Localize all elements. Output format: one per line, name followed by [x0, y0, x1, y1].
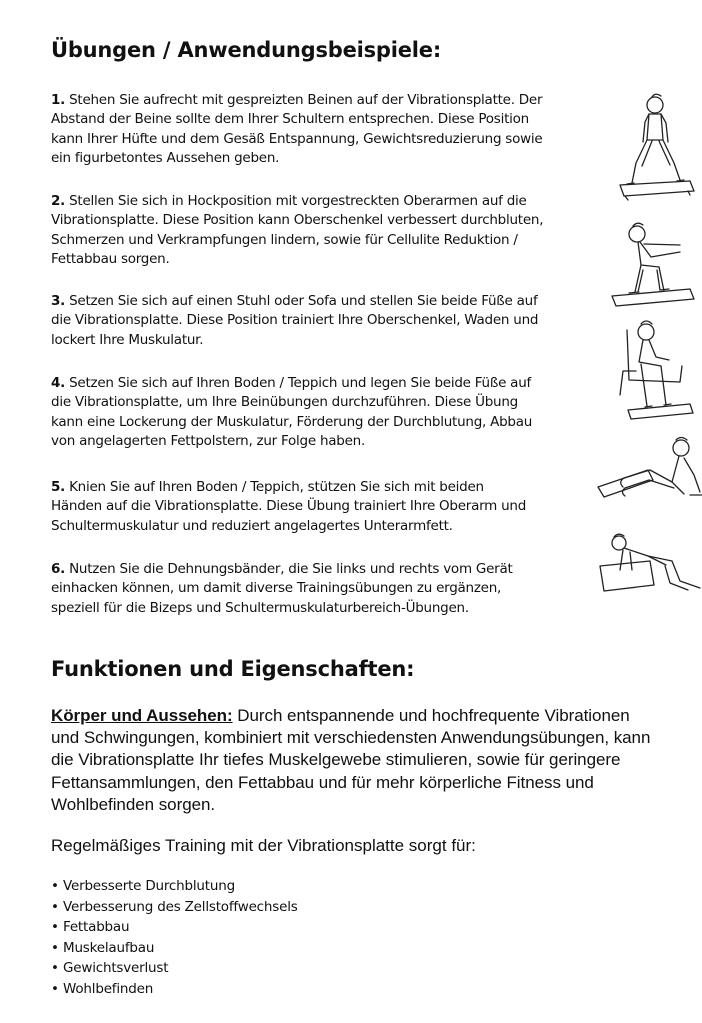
exercise-step-4: [51, 374, 621, 451]
step-text-line: Knien Sie auf Ihren Boden / Teppich, stützen Sie sich mit beiden: [69, 479, 484, 495]
bullet: •: [51, 960, 59, 976]
step-number: 1.: [51, 92, 66, 108]
paragraph-line: Wohlbefinden sorgen.: [51, 794, 216, 814]
step-text-line: Stellen Sie sich in Hockposition mit vorgestreckten Oberarmen auf die: [69, 193, 527, 209]
paragraph-line: Durch entspannende und hochfrequente Vibrationen: [232, 706, 630, 725]
bullet: •: [51, 919, 59, 935]
exercise-step-2: [51, 192, 621, 269]
list-item-text: Verbesserte Durchblutung: [63, 878, 235, 894]
list-item: [51, 897, 298, 918]
list-item: [51, 979, 298, 1000]
step-text-line: Schmerzen und Verkrampfungen lindern, sowie für Cellulite Reduktion /: [51, 231, 518, 248]
list-item-text: Verbesserung des Zellstoffwechsels: [63, 898, 298, 915]
list-item: [51, 876, 298, 897]
step-text-line: von angelagerten Fettpolstern, zur Folge haben.: [51, 432, 366, 449]
step-number: 6.: [51, 561, 66, 577]
step-text-line: kann Ihrer Hüfte und dem Gesäß Entspannung, Gewichtsreduzierung sowie: [51, 130, 543, 147]
list-item-text: Muskelaufbau: [63, 939, 155, 956]
step-text-line: Händen auf die Vibrationsplatte. Diese Übung trainiert Ihre Oberarm und: [51, 498, 527, 515]
step-text-line: ein figurbetontes Aussehen geben.: [51, 149, 280, 166]
step-number: 5.: [51, 479, 66, 495]
step-text-line: Stehen Sie aufrecht mit gespreizten Beinen auf der Vibrationsplatte. Der: [69, 92, 543, 108]
step-number: 2.: [51, 193, 66, 209]
bullet: •: [51, 939, 59, 956]
step-number: 4.: [51, 375, 66, 391]
step-text-line: Fettabbau sorgen.: [51, 250, 170, 267]
exercise-step-1: [51, 91, 621, 168]
step-text-line: Nutzen Sie die Dehnungsbänder, die Sie links und rechts vom Gerät: [69, 561, 513, 577]
paragraph-line: Fettansammlungen, den Fettabbau und für mehr körperliche Fitness und: [51, 772, 594, 792]
paragraph-line: und Schwingungen, kombiniert mit verschiedensten Anwendungsübungen, kann: [51, 728, 651, 748]
list-item-text: Fettabbau: [63, 919, 130, 935]
list-item-text: Wohlbefinden: [63, 980, 154, 997]
paragraph-line: die Vibrationsplatte Ihr tiefes Muskelgewebe stimulieren, sowie für geringere: [51, 750, 621, 770]
list-item: [51, 917, 298, 938]
benefits-list: [51, 876, 298, 999]
step-text-line: lockert Ihre Muskulatur.: [51, 331, 204, 348]
list-item: [51, 938, 298, 959]
step-text-line: Setzen Sie sich auf Ihren Boden / Teppich und legen Sie beide Füße auf: [69, 375, 531, 391]
step-text-line: Setzen Sie sich auf einen Stuhl oder Sofa und stellen Sie beide Füße auf: [69, 293, 538, 309]
list-item-text: Gewichtsverlust: [63, 960, 169, 976]
step-text-line: Schultermuskulatur und reduziert angelagertes Unterarmfett.: [51, 517, 453, 534]
step-text-line: speziell für die Bizeps und Schultermuskulaturbereich-Übungen.: [51, 599, 469, 616]
paragraph-lead: Körper und Aussehen:: [51, 706, 233, 725]
step-text-line: einhacken können, um damit diverse Trainingsübungen zu ergänzen,: [51, 580, 502, 597]
benefits-intro: Regelmäßiges Training mit der Vibrationsplatte sorgt für:: [51, 836, 476, 855]
squat-on-plate-illustration: [612, 223, 694, 306]
step-text-line: die Vibrationsplatte, um Ihre Beinübungen durchzuführen. Diese Übung: [51, 394, 518, 411]
section-title-exercises: Übungen / Anwendungsbeispiele:: [51, 38, 442, 62]
standing-on-plate-illustration: [620, 94, 694, 200]
bullet: •: [51, 878, 59, 894]
exercise-step-5: [51, 478, 621, 536]
step-text-line: kann eine Lockerung der Muskulatur, Förderung der Durchblutung, Abbau: [51, 413, 533, 430]
bullet: •: [51, 980, 59, 997]
exercise-step-3: [51, 292, 621, 350]
step-text-line: Vibrationsplatte. Diese Position kann Oberschenkel verbessert durchbluten,: [51, 212, 544, 229]
seated-on-chair-illustration: [620, 321, 693, 419]
step-number: 3.: [51, 293, 66, 309]
step-text-line: Abstand der Beine sollte dem Ihrer Schultern entsprechen. Diese Position: [51, 111, 529, 128]
step-text-line: die Vibrationsplatte. Diese Position trainiert Ihre Oberschenkel, Waden und: [51, 312, 539, 329]
features-paragraph: [51, 705, 702, 816]
section-title-features: Funktionen und Eigenschaften:: [51, 657, 415, 681]
bullet: •: [51, 898, 59, 915]
exercise-step-6: [51, 560, 621, 618]
list-item: [51, 958, 298, 979]
